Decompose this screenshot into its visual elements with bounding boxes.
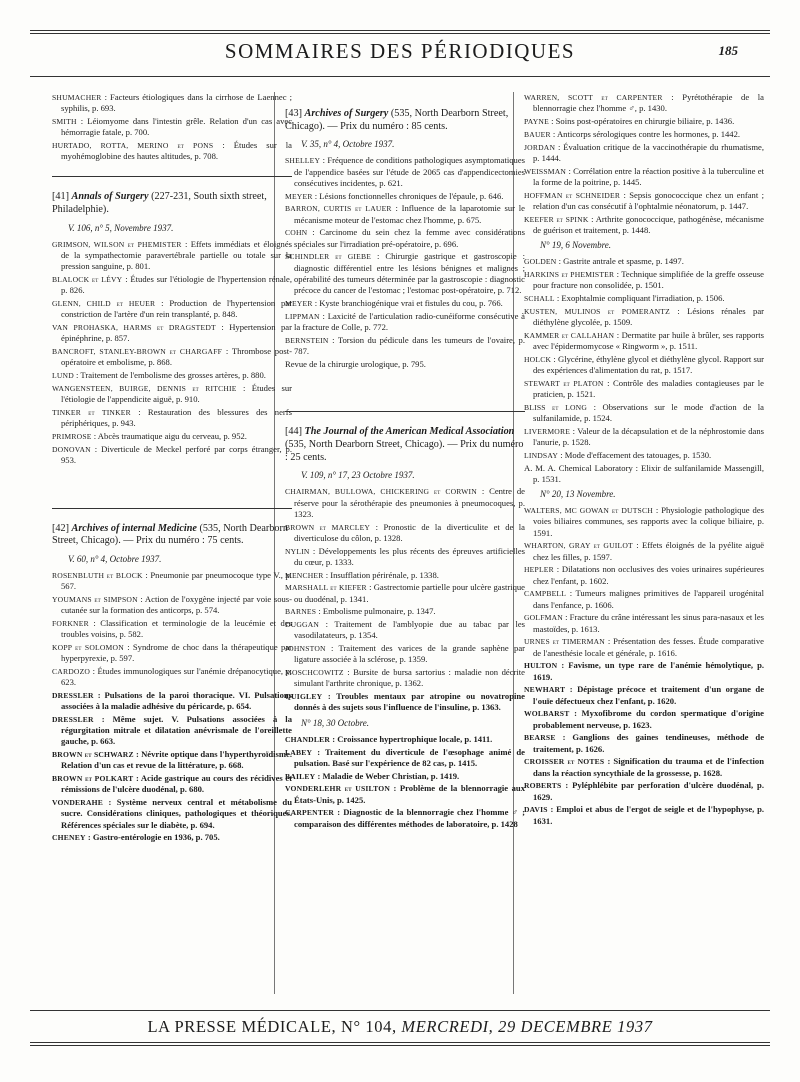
entry-text: : Traitement de l'embolisme des grosses artères, p. 880.	[76, 370, 266, 380]
entry-authors: SMITH	[52, 117, 77, 126]
entry-text: : Traitement de l'amblyopie due au tabac par les vasodilatateurs, p. 1354.	[294, 619, 525, 641]
entry-list	[524, 505, 764, 827]
abstract-entry	[285, 298, 525, 309]
entry-authors: NYLIN	[285, 546, 310, 556]
abstract-entry	[52, 140, 292, 162]
entry-authors: LIVERMORE	[524, 426, 571, 436]
entry-text: : Problème de la blennorragie aux États-Unis, p. 1425.	[294, 783, 525, 805]
entry-text: : Production de l'hypertension par constriction de l'artère d'un rein transplanté, p. 848.	[61, 298, 292, 320]
entry-text: : Action de l'oxygène injecté par voie sous-cutanée sur la formation des anticorps, p. 574.	[61, 593, 292, 616]
entry-text: : Chirurgie gastrique et gastroscopie : diagnostic différentiel entre les lésions bénignes et malignes ; opérabilité des tumeurs déterminée par la gastroscopie : diagnostic précoce du cancer de l'estomac ; l'estomac post-opératoire, p. 712.	[294, 251, 525, 295]
entry-authors: STEWART et PLATON	[524, 378, 604, 388]
entry-authors: DRESSLER	[52, 690, 94, 700]
entry-text: : Diverticule de Meckel perforé par corps étranger, p. 953.	[61, 443, 293, 465]
entry-authors: ROBERTS	[524, 781, 562, 791]
entry-authors: HOFFMAN et SCHNEIDER	[524, 190, 621, 200]
abstract-entry	[52, 370, 292, 381]
abstract-entry	[285, 335, 525, 357]
journal-name: Annals of Surgery	[71, 191, 149, 203]
entry-text: : Favisme, un type rare de l'anémie hémolytique, p. 1619.	[533, 660, 764, 682]
entry-text: : Pyrétothérapie de la blennorragie chez l'homme ♂, p. 1430.	[533, 92, 764, 114]
entry-authors: BROWN et SCHWARZ	[52, 750, 134, 760]
abstract-entry	[52, 642, 292, 664]
journal-heading	[52, 523, 292, 548]
abstract-entry	[524, 732, 764, 754]
entry-text: : Pronostic de la diverticulite et de la diverticulose du côlon, p. 1328.	[294, 521, 526, 543]
entry-text: : Physiologie pathologique des voies biliaires communes, ses rapports avec la colique biliaire, p. 1591.	[533, 505, 764, 538]
entry-list	[52, 239, 292, 466]
abstract-entry	[524, 354, 764, 376]
entry-authors: BROWN et POLKART	[52, 774, 134, 784]
entry-text: : Même sujet. V. Pulsations associées à la régurgitation mitrale et dilatation anévrismale de l'oreillette gauche, p. 663.	[61, 713, 292, 747]
abstract-entry	[524, 129, 764, 140]
footer-date: MERCREDI, 29 DECEMBRE 1937	[401, 1017, 653, 1036]
entry-text: : Traitement des varices de la grande saphène par ligature associée à la sclérose, p. 1359.	[294, 643, 525, 665]
entry-authors: KEEFER et SPINK	[524, 214, 589, 224]
issue-label: N° 20, 13 Novembre.	[540, 489, 616, 499]
entry-text: : Traitement du diverticule de l'œsophage animé de pulsation. Basé sur l'expérience de 82 cas, p. 1415.	[294, 746, 525, 768]
issue-label: V. 106, n° 5, Novembre 1937.	[68, 222, 174, 233]
entry-authors: QUIGLEY	[285, 692, 323, 702]
abstract-entry	[524, 378, 764, 400]
abstract-entry	[524, 756, 764, 778]
issue-label: V. 60, n° 4, Octobre 1937.	[68, 553, 162, 564]
abstract-entry	[52, 116, 292, 138]
abstract-entry	[52, 773, 292, 795]
entry-text: : Névrite optique dans l'hyperthyroïdisme. Relation d'un cas et revue de la littérature, p. 668.	[61, 749, 292, 771]
abstract-entry	[52, 407, 292, 429]
abstract-entry	[524, 780, 764, 802]
journal-heading	[52, 191, 292, 216]
column-right	[524, 92, 764, 828]
abstract-entry	[524, 660, 764, 682]
abstract-entry	[285, 783, 525, 805]
page-number: 185	[718, 43, 738, 58]
entry-list	[285, 734, 525, 830]
entry-authors: COHN	[285, 228, 308, 238]
abstract-entry	[524, 214, 764, 236]
entry-authors: GOLDEN	[524, 257, 557, 267]
entry-text: : Tumeurs malignes primitives de l'appareil urogénital dans l'enfance, p. 1606.	[533, 588, 764, 610]
entry-text: : Gastrite antrale et spasme, p. 1497.	[558, 256, 684, 267]
page-footer	[30, 1010, 770, 1044]
abstract-entry	[524, 636, 764, 658]
abstract-entry	[524, 142, 764, 164]
entry-authors: BROWN et MARCLEY	[285, 522, 371, 532]
abstract-entry	[524, 293, 764, 304]
entry-authors: BLALOCK et LÉVY	[52, 275, 123, 284]
entry-authors: FORKNER	[52, 618, 89, 628]
issue-label: N° 19, 6 Novembre.	[540, 240, 612, 250]
abstract-entry	[524, 505, 764, 539]
abstract-entry	[285, 227, 525, 249]
entry-authors: MEYER	[285, 191, 313, 201]
entry-text: : Hypertension par épinéphrine, p. 857.	[61, 322, 292, 344]
entry-text: : Dermatite par huile à brûler, ses rapports avec l'épidermomycose « Ringworm », p. 1511.	[533, 329, 764, 351]
abstract-entry	[285, 486, 525, 520]
abstract-entry	[285, 667, 525, 689]
abstract-entry	[52, 274, 292, 296]
entry-text: : Abcès traumatique aigu du cerveau, p. 952.	[93, 430, 247, 441]
entry-text: : Signification du trauma et de l'infection dans la réaction syncythiale de la grossesse, p. 1628.	[533, 756, 765, 778]
entry-text: : Insufflation périrénale, p. 1338.	[325, 569, 439, 580]
abstract-entry	[52, 666, 292, 688]
entry-list	[524, 92, 764, 236]
entry-authors: CHENEY	[52, 833, 86, 843]
entry-text: : Acide gastrique au cours des récidives et rémissions de l'ulcère duodénal, p. 680.	[61, 773, 293, 795]
entry-authors: MOSCHCOWITZ	[285, 668, 344, 678]
abstract-entry	[524, 402, 764, 424]
entry-authors: MEYER	[285, 298, 313, 308]
entry-text: : Léiomyome dans l'intestin grêle. Relation d'un cas avec hémorragie fatale, p. 700.	[61, 116, 293, 138]
entry-text: : Valeur de la décapsulation et de la néphrostomie dans l'anurie, p. 1528.	[533, 425, 764, 447]
section-separator	[285, 411, 525, 412]
entry-text: : Embolisme pulmonaire, p. 1347.	[318, 606, 436, 617]
entry-text: : Carcinome du sein chez la femme avec considérations spéciales sur l'irradiation pré-opératoire, p. 696.	[294, 227, 525, 249]
abstract-entry	[52, 346, 292, 368]
entry-authors: BARNES	[285, 607, 317, 617]
entry-text: : Classification et terminologie de la leucémie et des troubles voisins, p. 582.	[61, 617, 292, 640]
abstract-entry	[285, 643, 525, 665]
entry-authors: WEISSMAN	[524, 166, 567, 176]
entry-text: : Laxicité de l'articulation radio-cunéiforme consécutive à la fracture de Colle, p. 772.	[294, 310, 525, 332]
entry-authors: GOLFMAN	[524, 613, 563, 623]
abstract-entry	[52, 714, 292, 748]
abstract-entry	[524, 612, 764, 634]
journal-info: (227-231, South sixth street, Philadelphie).	[52, 191, 267, 215]
abstract-entry	[524, 190, 764, 212]
entry-text: : Syndrome de choc dans la thérapeutique par hyperpyrexie, p. 597.	[61, 641, 292, 664]
entry-authors: JOHNSTON	[285, 644, 326, 654]
abstract-entry	[285, 691, 525, 713]
entry-text: : Fracture du crâne intéressant les sinus para-nasaux et les mastoïdes, p. 1613.	[533, 612, 765, 634]
entry-authors: BANCROFT, STANLEY-BROWN et CHARGAFF	[52, 347, 223, 356]
entry-text: : Ganglions des gaines tendineuses, méthode de traitement, p. 1626.	[533, 732, 765, 754]
entry-text: : Dépistage précoce et traitement d'un organe de l'ouïe défectueux chez l'enfant, p. 1620.	[533, 684, 765, 706]
entry-authors: WHARTON, GRAY et GUILOT	[524, 541, 633, 551]
entry-authors: VONDERAHE	[52, 798, 104, 808]
abstract-entry	[285, 619, 525, 641]
issue-label: V. 35, n° 4, Octobre 1937.	[301, 139, 395, 150]
entry-text: : Système nerveux central et métabolisme du sucre. Considérations cliniques, pathologiques et théoriques. Références spéciales sur le diabète, p. 694.	[61, 797, 292, 830]
entry-authors: BARRON, CURTIS et LAUER	[285, 204, 392, 214]
abstract-entry	[52, 431, 292, 442]
entry-authors: WOLBARST	[524, 709, 570, 719]
entry-text: : Torsion du pédicule dans les tumeurs de l'ovaire, p. 787.	[294, 334, 525, 356]
entry-text: : Troubles mentaux par atropine ou novatropine donnés à des sujets sous l'influence de l'insuline, p. 1363.	[294, 691, 525, 713]
footer-rule-bottom	[30, 1042, 770, 1043]
entry-authors: HULTON	[524, 661, 558, 671]
entry-authors: BAUER	[524, 129, 551, 139]
footer-rule-bottom-double	[30, 1045, 770, 1046]
abstract-entry	[52, 298, 292, 320]
header-rule-top	[30, 30, 770, 31]
entry-authors: DONOVAN	[52, 444, 91, 454]
footer-publication: LA PRESSE MÉDICALE, N° 104,	[147, 1017, 397, 1036]
abstract-entry	[524, 306, 764, 328]
entry-authors: SCHALL	[524, 294, 555, 303]
footer-rule-top	[30, 1010, 770, 1011]
issue-label: N° 18, 30 Octobre.	[301, 717, 370, 728]
page-title: SOMMAIRES DES PÉRIODIQUES	[224, 39, 576, 63]
entry-authors: URNES et TIMERMAN	[524, 637, 605, 647]
abstract-entry	[285, 570, 525, 581]
section-separator	[52, 176, 292, 177]
entry-authors: BEARSE	[524, 733, 556, 743]
abstract-entry	[52, 570, 292, 592]
entry-authors: CHAIRMAN, BULLOWA, CHICKERING et CORWIN	[285, 487, 477, 497]
entry-authors: SHUMACHER	[52, 93, 102, 102]
entry-authors: PRIMROSE	[52, 431, 92, 441]
journal-number: [43]	[285, 108, 302, 119]
entry-authors: LINDSAY	[524, 450, 559, 460]
abstract-entry	[52, 594, 292, 616]
entry-text: : Corrélation entre la réaction positive à la tuberculine et la forme de la poitrine, p. 1445.	[533, 165, 764, 187]
abstract-entry	[52, 618, 292, 640]
abstract-entry	[285, 522, 525, 544]
entry-text: : Études sur l'étiologie de l'hypertension rénale, p. 826.	[61, 274, 292, 296]
entry-text: Revue de la chirurgie urologique, p. 795.	[285, 358, 426, 369]
entry-text: : Sepsis gonococcique chez un enfant ; relation d'un cas consécutif à l'ophtalmie néonatorum, p. 1447.	[533, 189, 764, 211]
abstract-entry	[285, 582, 525, 604]
journal-heading	[285, 108, 525, 133]
entry-authors: PAYNE	[524, 117, 549, 126]
entry-text: : Pyléphlébite par perforation d'ulcère duodénal, p. 1629.	[533, 780, 764, 802]
abstract-entry	[524, 166, 764, 188]
page-header	[30, 30, 770, 78]
entry-text: : Thrombose post-opératoire et embolisme, p. 868.	[61, 346, 292, 368]
abstract-entry	[285, 203, 525, 225]
entry-text: : Technique simplifiée de la greffe osseuse pour fracture non consolidée, p. 1501.	[533, 269, 764, 291]
entry-authors: LIPPMAN	[285, 311, 320, 321]
entry-text: : Kyste branchiogénique vrai et fistules du cou, p. 766.	[314, 297, 503, 308]
abstract-entry	[285, 359, 525, 370]
journal-number: [42]	[52, 522, 69, 534]
entry-authors: LUND	[52, 371, 74, 380]
entry-authors: VONDERLEHR et USILTON	[285, 784, 391, 794]
abstract-entry	[52, 690, 292, 712]
entry-authors: CAMPBELL	[524, 589, 567, 599]
entry-text: : Effets immédiats et éloignés de la sympathectomie paravertébrale partielle ou totale sur la pression sanguine, p. 801.	[61, 238, 292, 272]
entry-text: : Diagnostic de la blennorragie chez l'homme ♂ ; comparaison des différentes méthodes de laboratoire, p. 1428	[294, 807, 525, 829]
entry-text: : Gastrectomie partielle pour ulcère gastrique ou duodénal, p. 1341.	[294, 582, 525, 604]
entry-text: : Arthrite gonococcique, pathogénèse, mécanisme de guérison et traitement, p. 1448.	[533, 213, 764, 235]
column-left	[52, 92, 292, 845]
abstract-entry	[285, 606, 525, 617]
abstract-entry	[524, 463, 764, 485]
entry-authors: TINKER et TINKER	[52, 407, 131, 417]
footer-text	[30, 1017, 770, 1037]
entry-text: : Maladie de Weber Christian, p. 1419.	[317, 770, 460, 781]
abstract-entry	[52, 832, 292, 843]
abstract-entry	[524, 116, 764, 127]
entry-text: : Pneumonie par pneumocoque type V., p. 567.	[61, 569, 293, 592]
entry-text: : Exophtalmie compliquant l'irradiation, p. 1506.	[556, 293, 725, 303]
abstract-entry	[285, 191, 525, 202]
abstract-entry	[285, 546, 525, 568]
entry-authors: GLENN, CHILD et HEUER	[52, 299, 156, 308]
entry-authors: BAILEY	[285, 771, 316, 781]
abstract-entry	[524, 564, 764, 586]
entry-list	[52, 92, 292, 162]
abstract-entry	[52, 322, 292, 344]
abstract-entry	[52, 749, 292, 771]
abstract-entry	[285, 771, 525, 782]
journal-name: Archives of Surgery	[304, 108, 389, 119]
entry-authors: BLISS et LONG	[524, 402, 588, 412]
entry-authors: CHANDLER	[285, 734, 331, 744]
entry-text: : Fréquence de conditions pathologiques asymptomatiques de l'appendice basées sur l'étude de 2065 cas d'appendicectomies consécutives incidentes, p. 621.	[294, 155, 525, 188]
entry-authors: SCHINDLER et GIEBE	[285, 252, 372, 262]
entry-text: : Pulsations de la paroi thoracique. VI. Pulsations associées à la maladie adhésive du péricarde, p. 654.	[61, 689, 292, 712]
entry-authors: CARDOZO	[52, 666, 91, 676]
abstract-entry	[52, 383, 292, 405]
abstract-entry	[524, 269, 764, 291]
entry-text: : Lésions rénales par diéthylène glycolée, p. 1509.	[533, 305, 765, 327]
entry-authors: SHELLEY	[285, 156, 321, 166]
entry-authors: WALTERS, MC GOWAN et DUTSCH	[524, 506, 653, 516]
entry-text: : Croissance hypertrophique locale, p. 1411.	[332, 733, 493, 744]
entry-text: : Contrôle des maladies contagieuses par le praticien, p. 1521.	[533, 377, 764, 399]
entry-authors: CROISSER et NOTES	[524, 757, 605, 767]
journal-number: [41]	[52, 191, 69, 203]
entry-authors: MENCHER	[285, 570, 324, 580]
column-middle	[285, 92, 525, 831]
entry-text: : Restauration des blessures des nerfs périphériques, p. 943.	[61, 406, 292, 428]
journal-info: (535, North Dearborn Street, Chicago). — Prix du numéro : 85 cents.	[285, 108, 509, 132]
entry-text: : Études sur l'étiologie de l'appendicite aiguë, p. 910.	[61, 382, 292, 404]
entry-text: : Observations sur le mode d'action de la sulfanilamide, p. 1524.	[533, 401, 764, 423]
abstract-entry	[524, 708, 764, 730]
abstract-entry	[524, 426, 764, 448]
abstract-entry	[524, 540, 764, 562]
abstract-entry	[524, 450, 764, 461]
entry-authors: KAMMER et CALLAHAN	[524, 330, 615, 340]
header-rule-bottom	[30, 76, 770, 77]
abstract-entry	[524, 684, 764, 706]
entry-authors: VAN PROHASKA, HARMS et DRAGSTEDT	[52, 323, 216, 332]
entry-text: : Influence de la laparotomie sur le mécanisme moteur de l'estomac chez l'homme, p. 675.	[294, 203, 525, 225]
entry-authors: JORDAN	[524, 142, 556, 152]
entry-text: : Glycérine, éthylène glycol et diéthylène glycol. Rapport sur des expériences d'alimentation du rat, p. 1517.	[533, 353, 764, 375]
entry-authors: NEWHART	[524, 685, 566, 695]
abstract-entry	[285, 807, 525, 829]
entry-text: : Myxofibrome du cordon spermatique d'origine probablement nerveuse, p. 1623.	[533, 708, 764, 730]
entry-text: A. M. A. Chemical Laboratory : Elixir de sulfanilamide Massengill, p. 1531.	[524, 462, 764, 484]
abstract-entry	[52, 797, 292, 831]
entry-list	[285, 486, 525, 713]
abstract-entry	[524, 92, 764, 114]
entry-list	[285, 155, 525, 369]
abstract-entry	[285, 311, 525, 333]
abstract-entry	[285, 747, 525, 769]
entry-authors: LABEY	[285, 747, 313, 757]
entry-authors: DUGGAN	[285, 620, 320, 630]
entry-text: : Centre de réserve pour la sérothérapie des pneumonies à pneumocoques, p. 1323.	[294, 486, 525, 519]
abstract-entry	[285, 155, 525, 189]
journal-name: The Journal of the American Medical Association	[304, 426, 515, 438]
entry-authors: DAVIS	[524, 805, 548, 815]
entry-text: : Bursite de bursa sartorius : maladie non décrite simulant l'arthrite chronique, p. 1362.	[294, 667, 525, 689]
entry-text: : Lésions fonctionnelles chroniques de l'épaule, p. 646.	[314, 190, 504, 201]
journal-info: (535, North Dearborn Street, Chicago). — Prix du numéro : 25 cents.	[285, 438, 524, 463]
entry-authors: ROSENBLUTH et BLOCK	[52, 570, 143, 580]
abstract-entry	[285, 734, 525, 745]
entry-authors: MARSHALL et KIEFER	[285, 583, 367, 593]
entry-authors: GRIMSON, WILSON et PHEMISTER	[52, 239, 182, 249]
entry-text: : Facteurs étiologiques dans la cirrhose de Laennec ; syphilis, p. 693.	[61, 92, 292, 114]
issue-label: V. 109, n° 17, 23 Octobre 1937.	[301, 470, 415, 481]
journal-info: (535, North Dearborn Street, Chicago). — Prix du numéro : 75 cents.	[52, 522, 288, 547]
abstract-entry	[52, 444, 292, 466]
entry-text: : Gastro-entérologie en 1936, p. 705.	[87, 832, 220, 843]
entry-text: : Mode d'effacement des tatouages, p. 1530.	[560, 449, 712, 460]
entry-text: : Présentation des fesses. Étude comparative de l'anesthésie locale et générale, p. 1616.	[533, 636, 764, 658]
entry-authors: HURTADO, ROTTA, MERINO et PONS	[52, 141, 214, 150]
entry-text: : Études immunologiques sur l'anémie drépanocytique, p. 623.	[61, 665, 292, 688]
abstract-entry	[52, 92, 292, 114]
entry-authors: CARPENTER	[285, 808, 335, 818]
entry-text: : Emploi et abus de l'ergot de seigle et de l'hypophyse, p. 1631.	[533, 804, 764, 826]
entry-text: : Évaluation critique de la vaccinothérapie du rhumatisme, p. 1444.	[533, 141, 764, 163]
entry-authors: YOUMANS et SIMPSON	[52, 594, 138, 604]
journal-heading	[285, 426, 525, 464]
entry-list	[52, 570, 292, 844]
abstract-entry	[524, 330, 764, 352]
entry-authors: HEPLER	[524, 565, 554, 575]
header-rule-top-double	[30, 33, 770, 34]
entry-authors: HOLCK	[524, 354, 552, 364]
abstract-entry	[524, 256, 764, 267]
entry-authors: BERNSTEIN	[285, 335, 329, 345]
abstract-entry	[524, 588, 764, 610]
entry-authors: DRESSLER	[52, 714, 94, 724]
entry-list	[524, 256, 764, 485]
entry-authors: WANGENSTEEN, BUIRGE, DENNIS et RITCHIE	[52, 383, 237, 393]
entry-text: : Soins post-opératoires en chirurgie biliaire, p. 1436.	[551, 116, 735, 126]
entry-text: : Anticorps sérologiques contre les hormones, p. 1442.	[552, 128, 741, 139]
entry-authors: WARREN, SCOTT et CARPENTER	[524, 93, 663, 102]
entry-text: : Développements les plus récents des épreuves artificielles du cœur, p. 1333.	[294, 545, 525, 567]
entry-text: : Études sur la myohémoglobine des hautes altitudes, p. 708.	[61, 140, 292, 162]
journal-name: Archives of internal Medicine	[71, 522, 197, 534]
entry-text: : Effets éloignés de la pyélite aiguë chez les filles, p. 1597.	[533, 540, 765, 562]
entry-text: : Dilatations non occlusives des voies urinaires supérieures chez l'enfant, p. 1602.	[533, 564, 765, 586]
journal-number: [44]	[285, 426, 302, 438]
abstract-entry	[52, 239, 292, 273]
entry-authors: KUSTEN, MULINOS et POMERANTZ	[524, 306, 670, 316]
entry-authors: HARKINS et PHEMISTER	[524, 270, 615, 279]
section-separator	[52, 508, 292, 509]
entry-authors: KOPP et SOLOMON	[52, 642, 124, 652]
abstract-entry	[524, 804, 764, 826]
abstract-entry	[285, 251, 525, 296]
